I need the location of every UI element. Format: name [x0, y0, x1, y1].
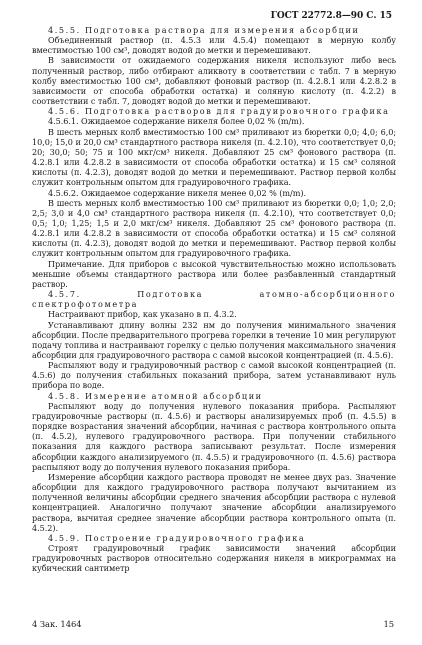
paragraph: В зависимости от ожидаемого содержания никеля используют либо весь полученный раствор, либо отбирают аликвоту в соответствии с табл. 7 в мерную колбу вместимостью 100 см³, добавляют фоновый раствор (п. 4.2.8.1 или 4.2.8.2 в зависимости от способа обработки остатка) и соляную кислоту (п. 4.2.2) в соответствии с табл. 7, доводят водой до метки и перемешивают.	[32, 55, 396, 107]
paragraph: В шесть мерных колб вместимостью 100 см³ приливают из бюретки 0,0; 4,0; 6,0; 10,0; 15,0 и 20,0 см³ стандартного раствора никеля (п. 4.2.10), что соответствует 0,0; 20; 30,0; 50; 75 и 100 мкг/см³ никеля. Добавляют 25 см³ фонового раствора (п. 4.2.8.1 или 4.2.8.2 в зависимости от способа обработки остатка) и 15 см³ соляной кислоты (п. 4.2.3), доводят водой до метки и перемешивают. Раствор первой колбы служит контрольным опытом для градуировочного графика.	[32, 126, 396, 188]
paragraph: Объединенный раствор (п. 4.5.3 или 4.5.4) помещают в мерную колбу вместимостью 100 см³, доводят водой до метки и перемешивают.	[32, 35, 396, 56]
section-heading-456: 4.5.6. Подготовка растворов для градуировочного графика	[48, 106, 390, 117]
paragraph: Строят градуировочный график зависимости значений абсорбции градуировочных растворов относительно содержания никеля в микрограммах на кубический сантиметр	[32, 542, 396, 574]
subsection-4562: 4.5.6.2. Ожидаемое содержание никеля менее 0,02 % (m/m).	[48, 187, 306, 198]
page-number: 15	[383, 618, 394, 629]
section-heading-458: 4.5.8. Измерение атомной абсорбции	[48, 390, 263, 401]
section-heading-459: 4.5.9. Построение градуировочного графика	[48, 532, 306, 543]
section-heading-457: 4.5.7. Подготовка атомно-абсорбционного спектрофотометра	[32, 289, 396, 310]
page-footer	[32, 619, 394, 629]
paragraph: Настраивают прибор, как указано в п. 4.3.2.	[48, 309, 237, 320]
running-header: ГОСТ 22772.8—90 С. 15	[270, 11, 392, 21]
subsection-4561: 4.5.6.1. Ожидаемое содержание никеля более 0,02 % (m/m).	[48, 116, 305, 127]
paragraph: Измерение абсорбции каждого раствора проводят не менее двух раз. Значение абсорбции для каждого градуировочного раствора получают вычитанием из полученной величины абсорбции среднего значения абсорбции раствора с нулевой концентрацией. Аналогично получают значение абсорбции анализируемого раствора, вычитая среднее значение абсорбции раствора контрольного опыта (п. 4.5.2).	[32, 471, 396, 533]
paragraph: Распыляют воду до получения нулевого показания прибора. Распыляют градуировочные растворы (п. 4.5.6) и растворы анализируемых проб (п. 4.5.5) в порядке возрастания значений абсорбции, начиная с раствора контрольного опыта (п. 4.5.2), нулевого градуировочного раствора. При получении стабильного показания для каждого раствора записывают результат. После измерения абсорбции каждого анализируемого (п. 4.5.5) и градуировочного (п. 4.5.6) раствора распыляют воду до получения нулевого показания прибора.	[32, 400, 396, 472]
paragraph: Распыляют воду и градуировочный раствор с самой высокой концентрацией (п. 4.5.6) до получения стабильных показаний прибора, затем устанавливают нуль прибора по воде.	[32, 360, 396, 391]
print-order-number: 4 Зак. 1464	[32, 618, 82, 629]
paragraph: В шесть мерных колб вместимостью 100 см³ приливают из бюретки 0,0; 1,0; 2,0; 2,5; 3,0 и 4,0 см³ стандартного раствора никеля (п. 4.2.10), что соответствует 0,0; 0,5; 1,0; 1,25; 1,5 и 2,0 мкг/см³ никеля. Добавляют 25 см³ фонового раствора (п. 4.2.8.1 или 4.2.8.2 в зависимости от способа обработки остатка) и 15 см³ соляной кислоты (п. 4.2.3), доводят водой до метки и перемешивают. Раствор первой колбы служит контрольным опытом для градуировочного графика.	[32, 197, 396, 259]
note: Примечание. Для приборов с высокой чувствительностью можно использовать меньшие объемы стандартного раствора или более разбавленный стандартный раствор.	[32, 258, 396, 289]
paragraph: Устанавливают длину волны 232 нм до получения минимального значения абсорбции. После предварительного прогрева горелки в течение 10 мин регулируют подачу топлива и настраивают горелку с целью получения максимального значения абсорбции для градуировочного раствора с самой высокой концентрацией (п. 4.5.6).	[32, 319, 396, 360]
section-heading-455: 4.5.5. Подготовка раствора для измерения абсорбции	[48, 25, 360, 35]
